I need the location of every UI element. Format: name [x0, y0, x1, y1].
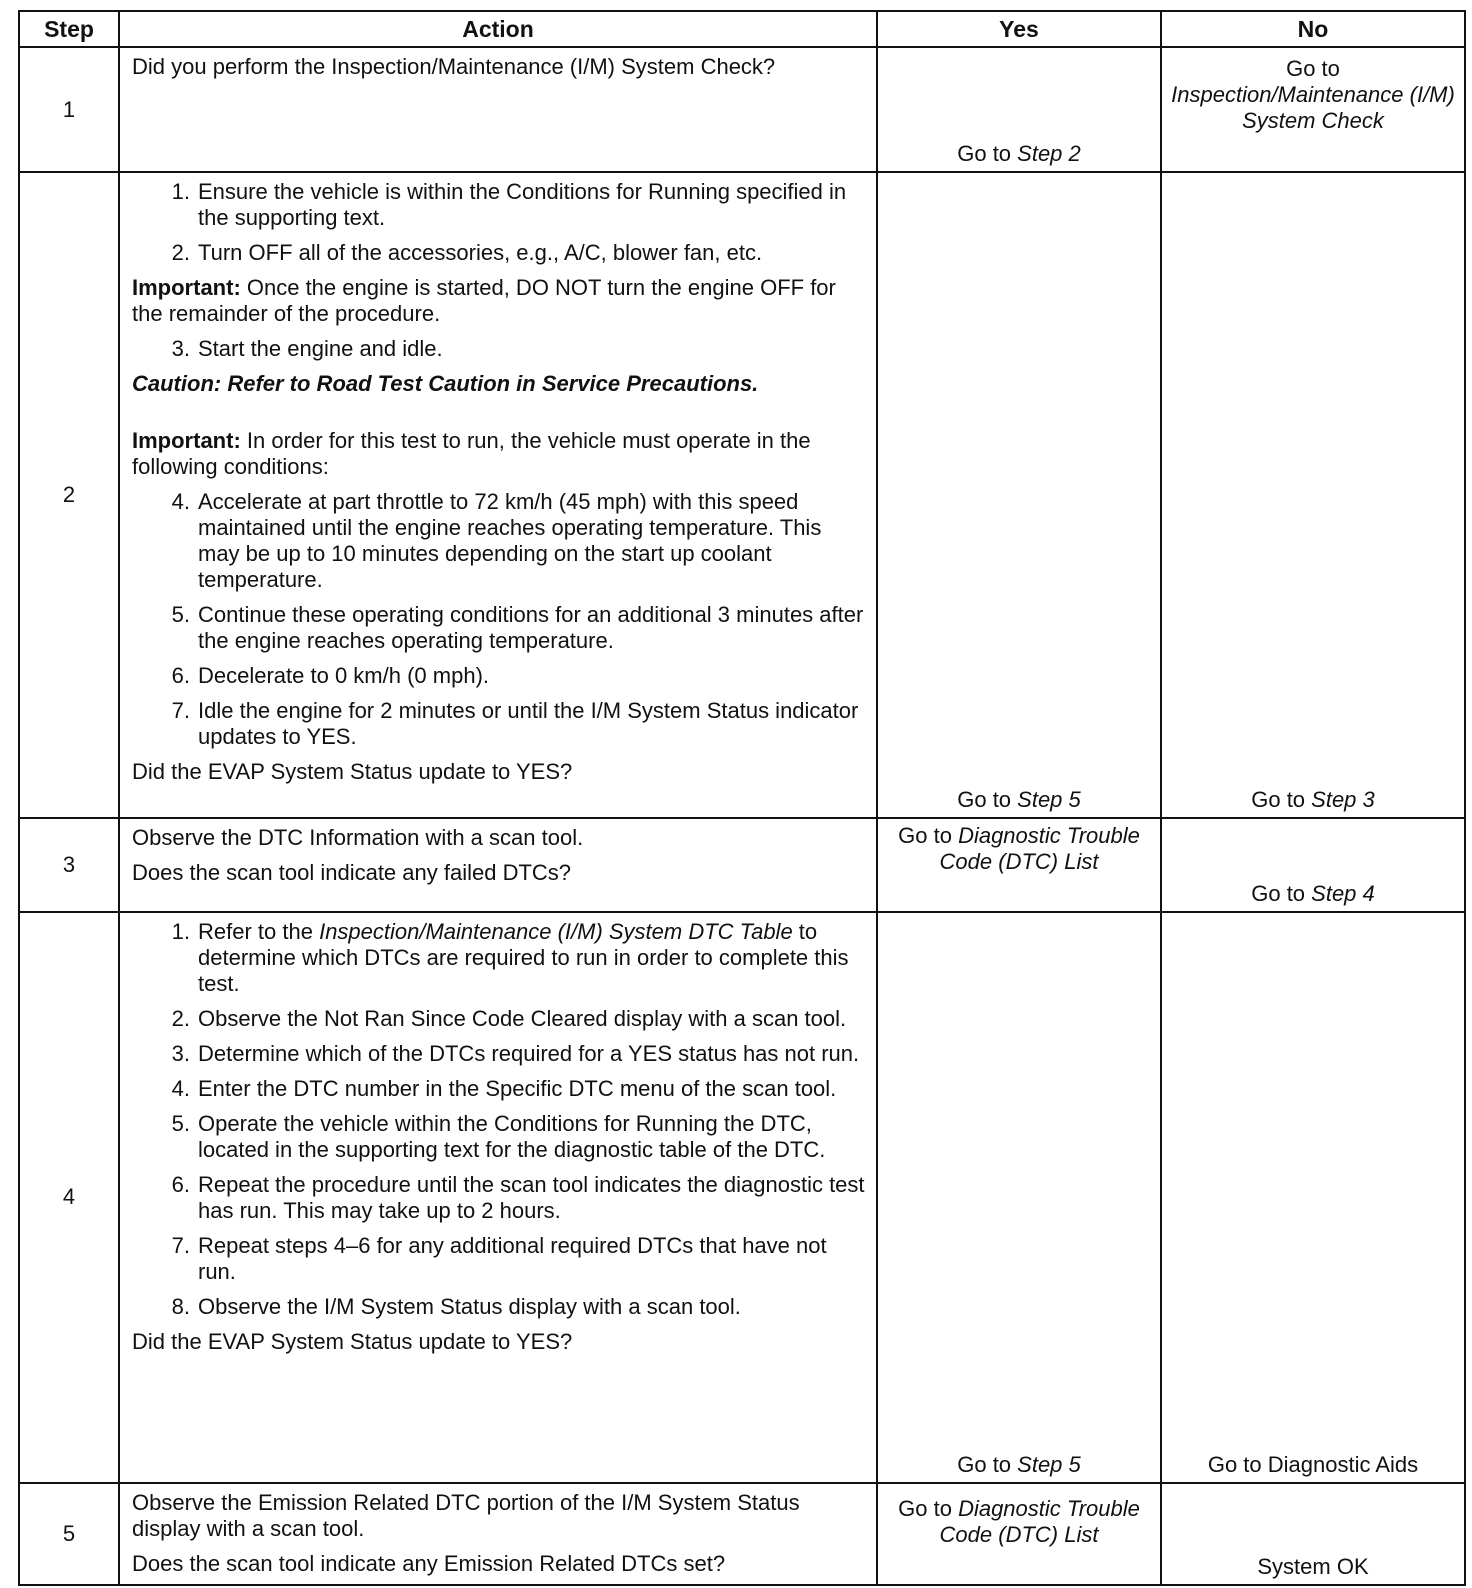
list-item: 1. Refer to the Inspection/Maintenance (I/M) System DTC Table to determine which DTCs are required to run in order to complete this test. [171, 918, 849, 996]
action-text: Observe the Emission Related DTC portion of the I/M System Status display with a scan tool. [132, 1489, 800, 1541]
yes-prefix: Go to [957, 787, 1018, 813]
list-item: 1. Ensure the vehicle is within the Conditions for Running specified in the supporting text. [171, 179, 847, 231]
yes-cell [877, 172, 1161, 818]
important-note: Important: Once the engine is started, DO NOT turn the engine OFF for the remainder of the procedure. [132, 275, 836, 327]
no-link[interactable]: Inspection/Maintenance (I/M) System Check [1171, 82, 1455, 133]
list-item: 6. Decelerate to 0 km/h (0 mph). [171, 663, 490, 689]
action-cell [119, 818, 877, 912]
no-cell [1161, 1483, 1465, 1585]
action-cell [119, 172, 877, 818]
no-cell [1161, 912, 1465, 1483]
table-row-step-3 [19, 818, 1465, 912]
list-item: 5. Operate the vehicle within the Conditions for Running the DTC, located in the supporting text for the diagnostic table of the DTC. [171, 1110, 826, 1162]
list-item: 4. Enter the DTC number in the Specific DTC menu of the scan tool. [171, 1075, 837, 1101]
list-item: 3. Determine which of the DTCs required for a YES status has not run. [171, 1040, 860, 1066]
no-cell [1161, 47, 1465, 172]
action-text: Observe the DTC Information with a scan tool. [132, 825, 584, 851]
yes-link[interactable]: Step 5 [1017, 1451, 1081, 1477]
yes-link[interactable]: Diagnostic Trouble Code (DTC) List [939, 1495, 1140, 1547]
list-item: 7. Repeat steps 4–6 for any additional required DTCs that have not run. [171, 1232, 827, 1284]
table-row-step-5 [19, 1483, 1465, 1585]
yes-link[interactable]: Diagnostic Trouble Code (DTC) List [939, 823, 1140, 875]
important-note: Important: In order for this test to run, the vehicle must operate in the following conditions: [132, 428, 811, 480]
no-link[interactable]: Step 4 [1311, 880, 1375, 906]
header-step: Step [19, 11, 119, 47]
action-cell [119, 912, 877, 1483]
no-link[interactable]: Go to Diagnostic Aids [1207, 1451, 1419, 1477]
list-item: 5. Continue these operating conditions for an additional 3 minutes after the engine reaches operating temperature. [171, 602, 864, 654]
no-prefix: Go to [1251, 880, 1312, 906]
action-question: Did the EVAP System Status update to YES? [132, 759, 573, 785]
yes-prefix: Go to [898, 823, 959, 849]
header-action: Action [119, 11, 877, 47]
yes-link[interactable]: Step 2 [1017, 141, 1081, 167]
action-question: Did you perform the Inspection/Maintenance (I/M) System Check? [132, 54, 776, 79]
caution-note: Caution: Refer to Road Test Caution in Service Precautions. [132, 371, 759, 397]
step-number: 2 [19, 172, 119, 818]
step-number: 5 [19, 1483, 119, 1585]
no-prefix: Go to [1286, 56, 1340, 81]
step-number: 4 [19, 912, 119, 1483]
action-question: Did the EVAP System Status update to YES? [132, 1328, 573, 1354]
list-item: 7. Idle the engine for 2 minutes or until the I/M System Status indicator updates to YES. [171, 698, 859, 750]
yes-prefix: Go to [957, 1451, 1018, 1477]
no-prefix: Go to [1251, 787, 1312, 813]
list-item: 8. Observe the I/M System Status display with a scan tool. [171, 1293, 741, 1319]
yes-cell [877, 818, 1161, 912]
no-cell [1161, 818, 1465, 912]
yes-prefix: Go to [898, 1495, 959, 1521]
action-cell [119, 1483, 877, 1585]
no-result: System OK [1257, 1554, 1369, 1579]
yes-cell [877, 1483, 1161, 1585]
yes-cell [877, 47, 1161, 172]
header-no: No [1161, 11, 1465, 47]
action-question: Does the scan tool indicate any failed DTCs? [132, 860, 572, 886]
yes-link[interactable]: Step 5 [1017, 787, 1081, 813]
list-item: 2. Turn OFF all of the accessories, e.g., A/C, blower fan, etc. [171, 240, 763, 266]
dtc-table-link[interactable]: Inspection/Maintenance (I/M) System DTC Table [319, 918, 793, 944]
header-yes: Yes [877, 11, 1161, 47]
table-row-step-4 [19, 912, 1465, 1483]
yes-cell [877, 912, 1161, 1483]
action-cell [119, 47, 877, 172]
list-item: 4. Accelerate at part throttle to 72 km/h (45 mph) with this speed maintained until the engine reaches operating temperature. This may be up to 10 minutes depending on the start up coolant temperature. [171, 489, 822, 593]
diagnostic-table [18, 10, 1466, 1586]
table-row-step-1 [19, 47, 1465, 172]
no-cell [1161, 172, 1465, 818]
table-row-step-2 [19, 172, 1465, 818]
list-item: 6. Repeat the procedure until the scan tool indicates the diagnostic test has run. This may take up to 2 hours. [171, 1171, 865, 1223]
yes-prefix: Go to [957, 141, 1018, 167]
step-number: 1 [19, 47, 119, 172]
list-item: 2. Observe the Not Ran Since Code Cleared display with a scan tool. [171, 1005, 847, 1031]
step-number: 3 [19, 818, 119, 912]
no-link[interactable]: Step 3 [1311, 787, 1375, 813]
list-item: 3. Start the engine and idle. [171, 336, 443, 362]
action-question: Does the scan tool indicate any Emission Related DTCs set? [132, 1550, 726, 1576]
header-row [19, 11, 1465, 47]
